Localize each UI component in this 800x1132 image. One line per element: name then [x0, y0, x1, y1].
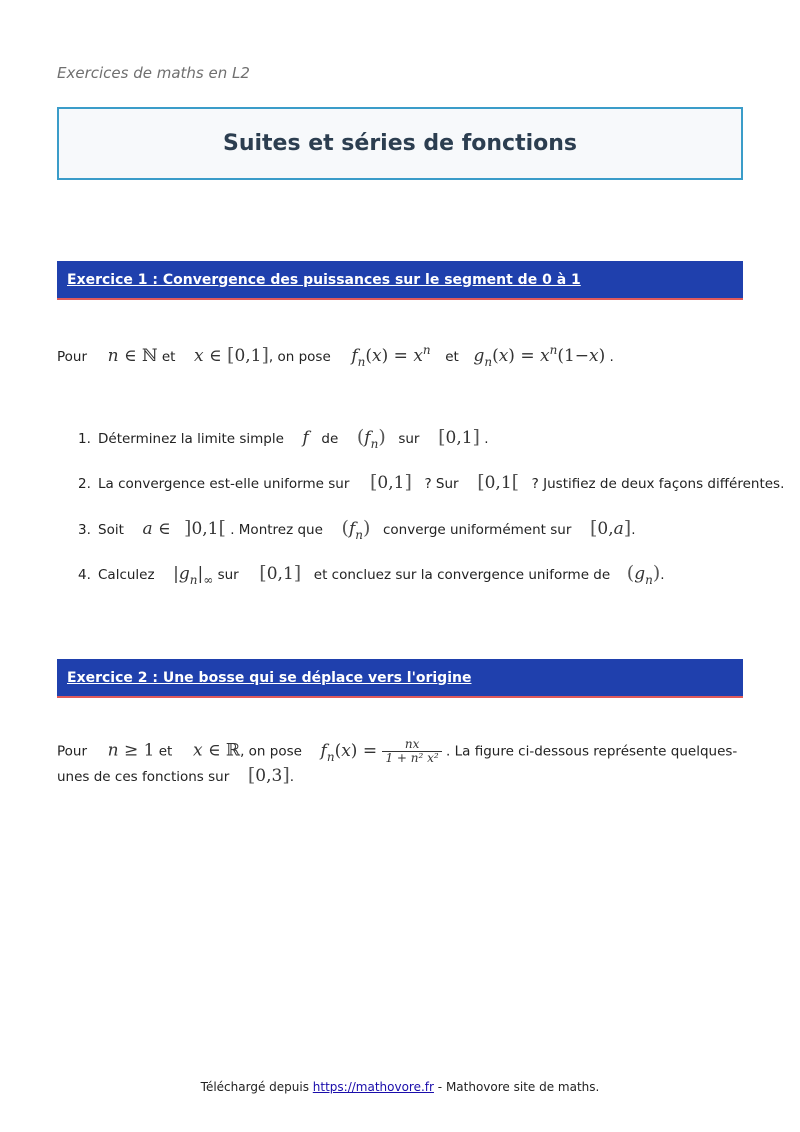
math-interval-0-1: [0,1]	[438, 426, 480, 448]
exercise-2-intro-line2: unes de ces fonctions sur [0,3].	[57, 764, 295, 786]
intro-text: et	[445, 349, 459, 365]
math-interval-0-1-open: [0,1[	[477, 471, 520, 493]
page-title: Suites et séries de fonctions	[222, 131, 578, 156]
exercise-2-title: Exercice 2 : Une bosse qui se déplace vers l'origine	[67, 669, 472, 686]
exercise-2-header	[57, 659, 743, 698]
exercise-1-header	[57, 261, 743, 300]
math-gn-norm: $|g_n|_\infty$	[173, 564, 214, 587]
math-f: f	[302, 428, 309, 448]
exercise-1-intro	[57, 343, 614, 369]
list-item: 2. La convergence est-elle uniforme sur [0,1] ? Sur [0,1[ ? Justifiez de deux façons différentes.	[78, 471, 785, 493]
math-x-in-R: x ∈ ℝ	[192, 740, 241, 761]
exercise-1-title: Exercice 1 : Convergence des puissances sur le segment de 0 à 1	[67, 271, 581, 288]
math-n-in-N: n ∈ ℕ	[107, 346, 158, 366]
intro-text: et	[161, 349, 176, 365]
mathovore-link[interactable]: https://mathovore.fr	[312, 1080, 434, 1094]
intro-text: Pour	[57, 349, 88, 365]
math-fn-seq: $(f_n)$	[341, 517, 371, 542]
math-interval-0-3: [0,3]	[247, 764, 290, 786]
math-n-geq-1: n ≥ 1	[107, 740, 155, 761]
math-a-in-interval: a ∈ ]0,1[	[142, 517, 226, 539]
math-x-in-interval: x ∈ [0,1]	[194, 344, 269, 366]
math-fn-def: $f_n(x) = x^n$	[351, 343, 431, 369]
math-fn-seq: $(f_n)$	[356, 426, 386, 451]
math-fraction: $\frac{nx}{\text{1 + n² x²}}$	[382, 738, 441, 765]
math-interval-0-a: [0,a]	[589, 517, 632, 539]
document-subtitle: Exercices de maths en L2	[57, 64, 250, 82]
footer: Téléchargé depuis https://mathovore.fr - Mathovore site de maths.	[200, 1080, 600, 1094]
math-fn-fraction-def: $f_n(x)$ =	[320, 740, 383, 764]
intro-text: , on pose	[268, 349, 331, 365]
list-item: 1. Déterminez la limite simple f de $(f_n)$ sur [0,1] .	[78, 426, 489, 451]
math-gn-def: $g_n(x) = x^n(1-x)$	[473, 343, 606, 369]
exercise-2-intro: Pour n ≥ 1 et x ∈ ℝ, on pose $f_n(x)$ = $\frac{nx}{\text{1 + n² x²}}$ . La figure ci-dessous représente quelques-	[57, 737, 738, 765]
title-box	[57, 107, 743, 180]
math-gn-seq: $(g_n)$	[626, 562, 661, 587]
list-item: 3. Soit a ∈ ]0,1[ . Montrez que $(f_n)$ converge uniformément sur [0,a].	[78, 517, 636, 542]
math-interval-0-1: [0,1]	[369, 471, 412, 493]
list-item: 4. Calculez $|g_n|_\infty$ sur [0,1] et concluez sur la convergence uniforme de $(g_n)$.	[78, 562, 665, 587]
math-interval-0-1: [0,1]	[259, 562, 302, 584]
intro-text: .	[609, 349, 614, 365]
